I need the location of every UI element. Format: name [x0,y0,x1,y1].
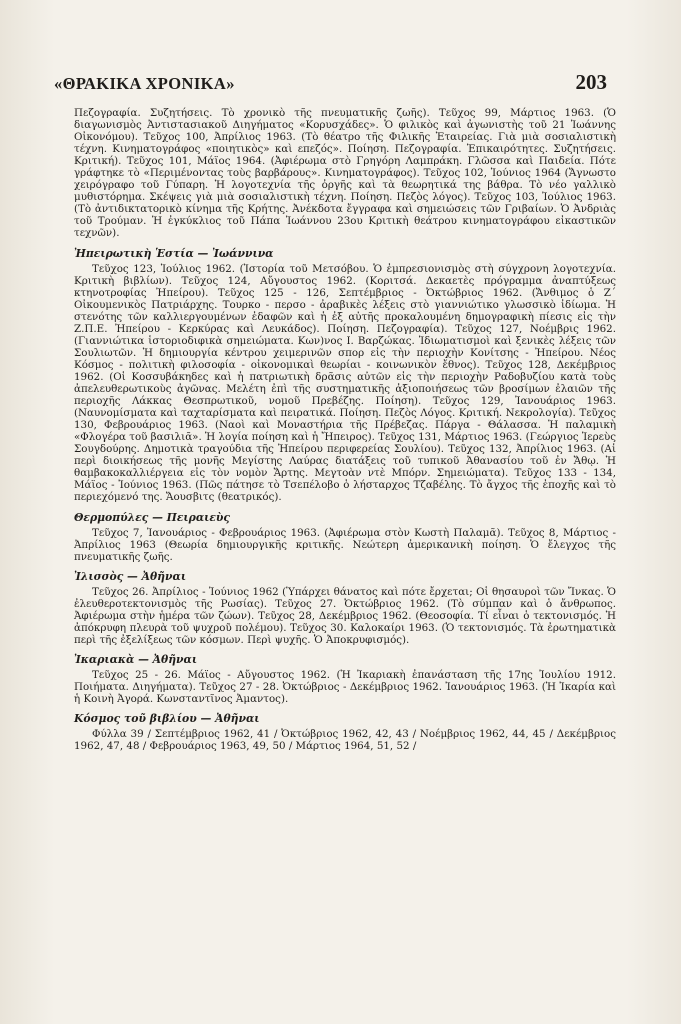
journal-title: Ἰκαριακὰ — Ἀθῆναι [74,652,198,666]
running-title: «ΘΡΑΚΙΚΑ ΧΡΟΝΙΚΑ» [54,74,235,93]
journal-entry: Φύλλα 39 / Σεπτέμβριος 1962, 41 / Ὀκτώβριος 1962, 42, 43 / Νοέμβριος 1962, 44, 45 / Δεκέμβριος 1962, 47, 48 / Φεβρουάριος 1963, 49, 50 / Μάρτιος 1964, 51, 52 / [74,728,616,753]
journal-entry: Τεῦχος 26. Ἀπρίλιος - Ἰούνιος 1962 (Ὑπάρχει θάνατος καὶ πότε ἔρχεται; Οἱ θησαυροὶ τῶν Ἴνκας. Ὁ ἐλευθεροτεκτονισμὸς τῆς Ρωσίας). Τεῦχος 27. Ὀκτώβριος 1962. (Τὸ σύμπαν καὶ ὁ ἄνθρωπος. Ἀφιέρωμα στὴν ἡμέρα τῶν ζώων). Τεῦχος 28, Δεκέμβριος 1962. (Θεοσοφία. Τί εἶναι ὁ τεκτονισμός. Ἡ ἀπόκρυφη πλευρὰ τοῦ ψυχροῦ πολέμου). Τεῦχος 30. Καλοκαίρι 1963. (Ὁ τεκτονισμός. Τὰ ἐρωτηματικὰ περὶ τῆς ἐξελίξεως τῶν κόσμων. Περὶ ψυχῆς. Ὁ Ἀποκρυφισμός). [74,585,616,646]
journal-entry: Τεῦχος 123, Ἰούλιος 1962. (Ἱστορία τοῦ Μετσόβου. Ὁ ἐμπρεσιονισμὸς στὴ σύγχρονη λογοτεχνία. Κριτικὴ βιβλίων). Τεῦχος 124, Αὔγουστος 1962. (Κοριτσά. Δεκαετὲς πρόγραμμα ἀναπτύξεως κτηνοτροφίας Ἠπείρου). Τεῦχος 125 - 126, Σεπτέμβριος - Ὀκτώβριος 1962. (Ἄνθιμος ὁ Ζ΄ Οἰκουμενικὸς Πατριάρχης. Τουρκο - περσο - ἀραβικὲς λέξεις στὸ γιαννιώτικο γλωσσικὸ ἰδίωμα. Ἡ στενότης τῶν καλλιεργουμένων ἐδαφῶν καὶ ἡ ἐξ αὐτῆς προκαλουμένη δημογραφικὴ πίεσις εἰς τὴν Ζ.Π.Ε. Ἠπείρου - Κερκύρας καὶ Λευκάδος). Ποίηση. Πεζογραφία). Τεῦχος 127, Νοέμβρις 1962. (Γιαννιώτικα ἱστοριοδιφικὰ σημειώματα. Κων)νος Ι. Βαρζώκας. Ἰδιωματισμοὶ καὶ ξενικὲς λέξεις τῶν Σουλιωτῶν. Ἡ δημιουργία κέντρου χειμερινῶν σπορ εἰς τὴν περιοχὴν Κονίτσης - Ἠπείρου. Νέος Κόσμος - πολιτικὴ φιλοσοφία - οἰκονομικαὶ θεωρίαι - κοινωνικὸν ἔθνος). Τεῦχος 128, Δεκέμβριος 1962. (Οἱ Κοσσυβάκηδες καὶ ἡ πατριωτικὴ δρᾶσις αὐτῶν εἰς τὴν περιοχὴν Ραδοβυζίου κατὰ τοὺς ἀπελευθερωτικοὺς ἀγῶνας. Μελέτη ἐπὶ τῆς συστηματικῆς ἀξιοποιήσεως τῶν βροσίμων ἐλαιῶν τῆς περιοχῆς Λάκκας Θεσπρωτικοῦ, νομοῦ Πρεβέζης. Ποίηση). Τεῦχος 129, Ἰανουάριος 1963. (Ναυνομίσματα καὶ ταχταρίσματα καὶ πειρατικά. Ποίηση. Πεζὸς Λόγος. Κριτική. Νεκρολογία). Τεῦχος 130, Φεβρουάριος 1963. (Ναοὶ καὶ Μοναστήρια τῆς Πρέβεζας. Πάργα - Θάλασσα. Ἡ παλαμικὴ «Φλογέρα τοῦ βασιλιᾶ». Ἡ λογία ποίηση καὶ ἡ Ἤπειρος). Τεῦχος 131, Μάρτιος 1963. (Γεώργιος Ἱερεὺς Σουγδούρης. Δημοτικὰ τραγούδια τῆς Ἠπείρου περιφερείας Σουλίου). Τεῦχος 132, Ἀπρίλιος 1963. (Αἱ περὶ διοικήσεως τῆς μονῆς Μεγίστης Λαύρας διατάξεις τοῦ τυπικοῦ Ἀθανασίου τοῦ ἐν Ἄθῳ. Ἡ θαμβακοκαλλιέργεια εἰς τὸν νομὸν Ἄρτης. Μεγτοὰν ντὲ Μπόρν. Σημειώματα). Τεῦχος 133 - 134, Μάϊος - Ἰούνιος 1963. (Πῶς πάτησε τὸ Τσεπέλοβο ὁ λήσταρχος Τζαβέλης. Τὸ ἄγχος τῆς ἐποχῆς καὶ τὸ περιεχόμενό της. Ἄουσβιτς (θεατρικός). [74,262,616,504]
journal-entry: Τεῦχος 25 - 26. Μάϊος - Αὔγουστος 1962. (Ἡ Ἰκαριακὴ ἐπανάσταση τῆς 17ης Ἰουλίου 1912. Ποιήματα. Διηγήματα). Τεῦχος 27 - 28. Ὀκτώβριος - Δεκέμβριος 1962. Ἰανουάριος 1963. (Ἡ Ἰκαρία καὶ ἡ Κοινὴ Ἀγορά. Κωνσταντῖνος Ἀμαντος). [74,669,616,706]
journal-title: Ἰλισσὸς — Ἀθῆναι [74,569,187,583]
page-header [54,70,607,96]
journal-title: Κόσμος τοῦ βιβλίου — Ἀθῆναι [74,712,260,726]
body-text [74,107,616,752]
journal-entry: Τεῦχος 7, Ἰανουάριος - Φεβρουάριος 1963. (Ἀφιέρωμα στὸν Κωστὴ Παλαμᾶ). Τεῦχος 8, Μάρτιος - Ἀπρίλιος 1963 (Θεωρία δημιουργικῆς κριτικῆς. Νεώτερη ἀμερικανικὴ ποίηση. Ὁ ἔλεγχος τῆς πνευματικῆς ζωῆς. [74,526,616,563]
journal-title: Θερμοπύλες — Πειραιεὺς [74,510,231,524]
page-number: 203 [575,70,607,94]
journal-title: Ἠπειρωτικὴ Ἑστία — Ἰωάννινα [74,246,274,260]
continued-paragraph: Πεζογραφία. Συζητήσεις. Τὸ χρονικὸ τῆς πνευματικῆς ζωῆς). Τεῦχος 99, Μάρτιος 1963. (Ὁ διαγωνισμὸς Ἀντιστασιακοῦ Διηγήματος «Κορυσχάδες». Ὁ φιλικὸς καὶ ἀγωνιστὴς τοῦ 21 Ἰωάννης Οἰκονόμου). Τεῦχος 100, Ἀπρίλιος 1963. (Τὸ θέατρο τῆς Φιλικῆς Ἑταιρείας. Γιὰ μιὰ σοσιαλιστικὴ τέχνη. Κινηματογράφος «ποιητικὸς» καὶ επεζός». Ποίηση. Πεζογραφία. Ἐπικαιρότητες. Συζητήσεις. Κριτική). Τεῦχος 101, Μάϊος 1964. (Ἀφιέρωμα στὸ Γρηγόρη Λαμπράκη. Γλῶσσα καὶ Παιδεία. Πότε γράφτηκε τὸ «Περιμένοντας τοὺς βαρβάρους». Κινηματογράφος). Τεῦχος 102, Ἰούνιος 1964 (Ἄγνωστο χειρόγραφο τοῦ Γύπαρη. Ἡ λογοτεχνία τῆς ὀργῆς καὶ τὰ θεωρητικά της βάθρα. Τὸ νέο γαλλικὸ μυθιστόρημα. Σκέψεις γιὰ μιὰ σοσιαλιστικὴ τέχνη. Ποίηση. Πεζὸς λόγος). Τεῦχος 103, Ἰούλιος 1963. (Τὸ ἀντιδικτατορικὸ κίνημα τῆς Κρήτης. Ἀνέκδοτα ἔγγραφα καὶ σημειώσεις τῶν Γριβαίων. Ὁ Ἀνδριὰς τοῦ Τρούμαν. Ἡ ἐγκύκλιος τοῦ Πάπα Ἰωάννου 23ου Κριτικὴ θεάτρου κινηματογράφου εἰκαστικῶν τεχνῶν). [74,107,616,240]
